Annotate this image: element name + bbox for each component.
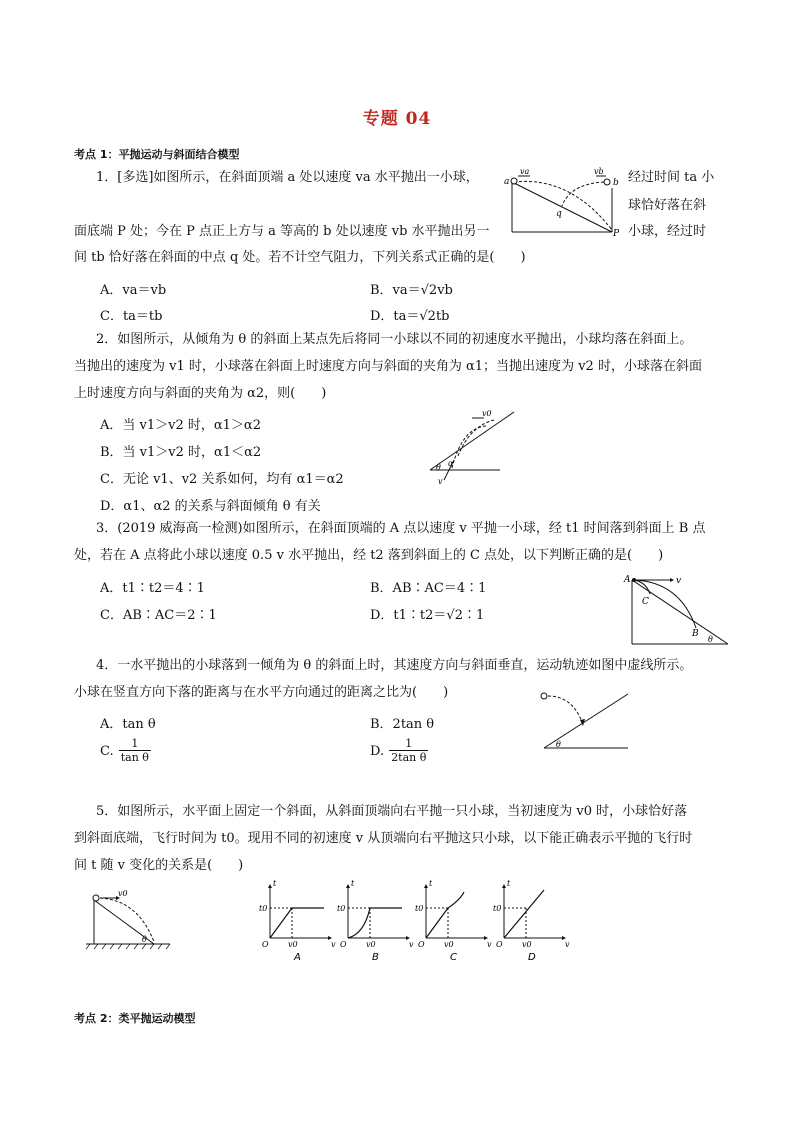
graph-label-t0: t0 [259,904,268,913]
graph-y-arrow [502,884,506,888]
q3-label-theta: θ [708,635,713,644]
q3-label-a: A [624,575,631,585]
graph-label-t: t [507,879,511,888]
q4-figure [536,688,632,752]
q1-line1: 1．[多选]如图所示，在斜面顶端 a 处以速度 va 水平抛出一小球， [96,170,479,185]
q2-option-b: B．当 v1＞v2 时，α1＜α2 [100,445,262,460]
q5-answer-graphs [258,880,578,964]
graph-label-v: v [409,940,414,949]
q3-label-v: v [676,576,682,586]
q5-label-v0: v0 [118,889,128,898]
graph-label-v0: v0 [288,940,298,949]
q4-line2: 小球在竖直方向下落的距离与在水平方向通过的距离之比为( ) [74,685,449,700]
graph-option-label: D [528,952,536,963]
graph-label-v: v [565,940,570,949]
q1-line2-right: 球恰好落在斜 [628,198,707,213]
graph-option-label: A [294,952,301,963]
q1-line2: 面底端 P 处；今在 P 点正上方与 a 等高的 b 处以速度 vb 水平抛出另一 [74,224,490,239]
q4-option-b: B．2tan θ [370,717,435,732]
q1-option-a: A．va＝vb [100,283,167,298]
q5-graph-c [415,879,492,963]
q1-label-p: P [613,229,620,239]
q2-label-v0: v0 [482,409,492,418]
q4-option-c-fraction [119,737,151,764]
q4-label-theta: θ [556,740,561,749]
graph-label-t: t [429,879,433,888]
q2-line1: 2．如图所示，从倾角为 θ 的斜面上某点先后将同一小球以不同的初速度水平抛出，小球均落在斜面上。 [96,332,693,347]
q3-option-a: A．t1∶t2＝4∶1 [100,581,205,596]
q1-line1-right: 经过时间 ta 小 [628,170,715,185]
graph-curve [348,908,402,938]
q5-label-theta: θ [142,935,147,944]
graph-curve [270,908,324,938]
q1-option-b: B．va＝√2vb [370,283,453,298]
q3-line1: 3．(2019 威海高一检测)如图所示，在斜面顶端的 A 点以速度 v 平抛一小球，经 t1 时间落到斜面上 B 点 [96,521,706,536]
q3-option-d: D．t1∶t2＝√2∶1 [370,608,485,623]
q2-label-theta: θ [436,463,441,472]
q5-line1: 5．如图所示，水平面上固定一个斜面，从斜面顶端向右平抛一只小球，当初速度为 v0 时，小球恰好落 [96,804,688,819]
q1-figure [500,166,622,238]
graph-label-v: v [331,940,336,949]
q4-option-c-label: C. [100,744,114,759]
graph-label-v0: v0 [444,940,454,949]
graph-curve [504,890,544,938]
graph-label-origin: O [262,940,269,949]
q3-option-c: C．AB∶AC＝2∶1 [100,608,217,623]
graph-option-label: B [372,952,379,963]
graph-y-arrow [268,884,272,888]
graph-label-v: v [487,940,492,949]
q1-label-b: b [613,178,619,188]
q2-line3: 上时速度方向与斜面的夹角为 α2，则( ) [74,386,327,401]
q4-option-d-numerator: 1 [389,737,428,751]
q3-line2: 处，若在 A 点将此小球以速度 0.5 v 水平抛出，经 t2 落到斜面上的 C 点处，以下判断正确的是( ) [74,548,664,563]
q2-option-d: D．α1、α2 的关系与斜面倾角 θ 有关 [100,499,321,514]
q3-option-b: B．AB∶AC＝4∶1 [370,581,487,596]
q1-label-a: a [504,177,510,187]
graph-label-origin: O [496,940,503,949]
q1-line2-end: 小球，经过时 [628,224,707,239]
q4-option-a: A．tan θ [100,717,156,732]
graph-label-v0: v0 [366,940,376,949]
graph-label-t0: t0 [337,904,346,913]
graph-y-arrow [346,884,350,888]
section-heading-2: 考点 2：类平抛运动模型 [74,1012,196,1025]
q1-label-va: va [520,167,530,176]
q4-option-d-label: D. [370,744,385,759]
q2-label-alpha: α [448,459,454,468]
q4-option-d-denominator: 2tan θ [391,751,427,764]
graph-label-t0: t0 [493,904,502,913]
q1-option-c: C．ta＝tb [100,309,163,324]
q2-line2: 当抛出的速度为 v1 时，小球落在斜面上时速度方向与斜面的夹角为 α1；当抛出速度为 v2 时，小球落在斜面 [74,359,702,374]
q4-option-c [100,737,151,764]
q1-line3: 间 tb 恰好落在斜面的中点 q 处。若不计空气阻力，下列关系式正确的是( ) [74,250,526,265]
q5-graph-a [259,879,336,963]
graph-curve [426,892,464,938]
graph-y-arrow [424,884,428,888]
q5-line3: 间 t 随 v 变化的关系是( ) [74,858,244,873]
graph-label-t0: t0 [415,904,424,913]
q3-label-c: C [642,597,649,607]
q2-option-c: C．无论 v1、v2 关系如何，均有 α1＝α2 [100,472,344,487]
page-title: 专题 04 [362,109,432,129]
q4-option-d [370,737,428,764]
q2-figure [416,408,520,486]
q3-figure [620,572,730,646]
q5-line2: 到斜面底端，飞行时间为 t0。现用不同的初速度 v 从顶端向右平抛这只小球，以下能正确表示平抛的飞行时 [74,831,693,846]
q4-line1: 4．一水平抛出的小球落到一倾角为 θ 的斜面上时，其速度方向与斜面垂直，运动轨迹如图中虚线所示。 [96,658,693,673]
graph-label-v0: v0 [522,940,532,949]
graph-label-origin: O [418,940,425,949]
q4-option-c-denominator: tan θ [120,751,149,764]
q3-label-b: B [692,629,699,639]
graph-label-origin: O [340,940,347,949]
q2-label-v: v [438,477,443,486]
q5-figure-incline [86,888,172,950]
q4-option-d-fraction [389,737,428,764]
q2-option-a: A．当 v1＞v2 时，α1＞α2 [100,418,261,433]
graph-label-t: t [351,879,355,888]
q4-option-c-numerator: 1 [119,737,151,751]
q5-graph-b [337,879,414,963]
section-heading-1: 考点 1：平抛运动与斜面结合模型 [74,148,240,161]
q1-label-vb: vb [594,167,604,176]
q5-graph-d [493,879,570,963]
graph-option-label: C [450,952,457,963]
q1-option-d: D．ta＝√2tb [370,309,450,324]
graph-label-t: t [273,879,277,888]
q1-label-q: q [556,209,562,219]
